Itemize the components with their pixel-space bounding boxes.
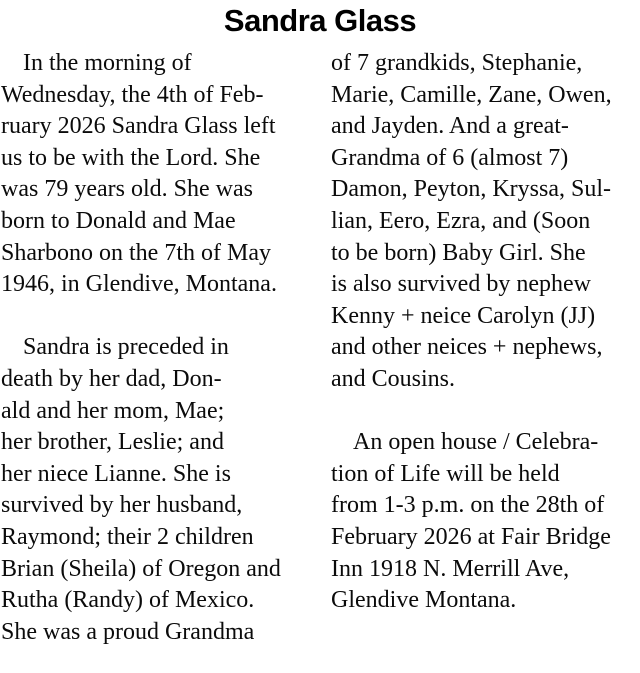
text-line: is also survived by nephew (331, 271, 591, 298)
paragraph (331, 427, 640, 617)
text-line: lian, Eero, Ezra, and (Soon (331, 207, 591, 234)
column-left (1, 48, 311, 648)
text-line: death by her dad, Don- (1, 365, 222, 392)
text-line: In the morning of (23, 50, 192, 76)
obituary-columns (0, 48, 640, 648)
text-line: An open house / Celebra- (353, 429, 599, 456)
text-line: was 79 years old. She was (1, 176, 253, 203)
paragraph (1, 48, 311, 301)
text-line: Marie, Camille, Zane, Owen, (331, 81, 612, 108)
text-line: from 1-3 p.m. on the 28th of (331, 492, 605, 519)
text-line: Sandra is preceded in (23, 334, 229, 361)
paragraph (331, 48, 640, 396)
text-line: and Jayden. And a great- (331, 113, 569, 140)
text-line: ald and her mom, Mae; (1, 397, 225, 424)
text-line: us to be with the Lord. She (1, 144, 261, 171)
text-line: of 7 grandkids, Stephanie, (331, 50, 583, 76)
text-line: Rutha (Randy) of Mexico. (1, 587, 255, 614)
text-line: Inn 1918 N. Merrill Ave, (331, 555, 570, 582)
paragraph (1, 332, 311, 648)
text-line: her niece Lianne. She is (1, 460, 231, 487)
text-line: 1946, in Glendive, Montana. (1, 271, 277, 298)
text-line: survived by her husband, (1, 492, 243, 519)
text-line: Kenny + neice Carolyn (JJ) (331, 302, 596, 329)
text-line: to be born) Baby Girl. She (331, 239, 586, 266)
text-line: Damon, Peyton, Kryssa, Sul- (331, 176, 611, 203)
text-line: tion of Life will be held (331, 460, 560, 487)
column-right (331, 48, 640, 648)
text-line: born to Donald and Mae (1, 207, 236, 234)
text-line: Grandma of 6 (almost 7) (331, 144, 569, 171)
text-line: February 2026 at Fair Bridge (331, 523, 611, 550)
text-line: and Cousins. (331, 365, 456, 392)
text-line: Wednesday, the 4th of Feb- (1, 81, 264, 108)
text-line: ruary 2026 Sandra Glass left (1, 113, 276, 140)
text-line: Sharbono on the 7th of May (1, 239, 271, 266)
text-line: her brother, Leslie; and (1, 429, 224, 456)
text-line: and other neices + nephews, (331, 334, 603, 361)
text-line: Glendive Montana. (331, 587, 517, 614)
text-line: She was a proud Grandma (1, 618, 255, 645)
text-line: Brian (Sheila) of Oregon and (1, 555, 281, 582)
text-line: Raymond; their 2 children (1, 523, 254, 550)
obituary-title: Sandra Glass (223, 3, 417, 38)
